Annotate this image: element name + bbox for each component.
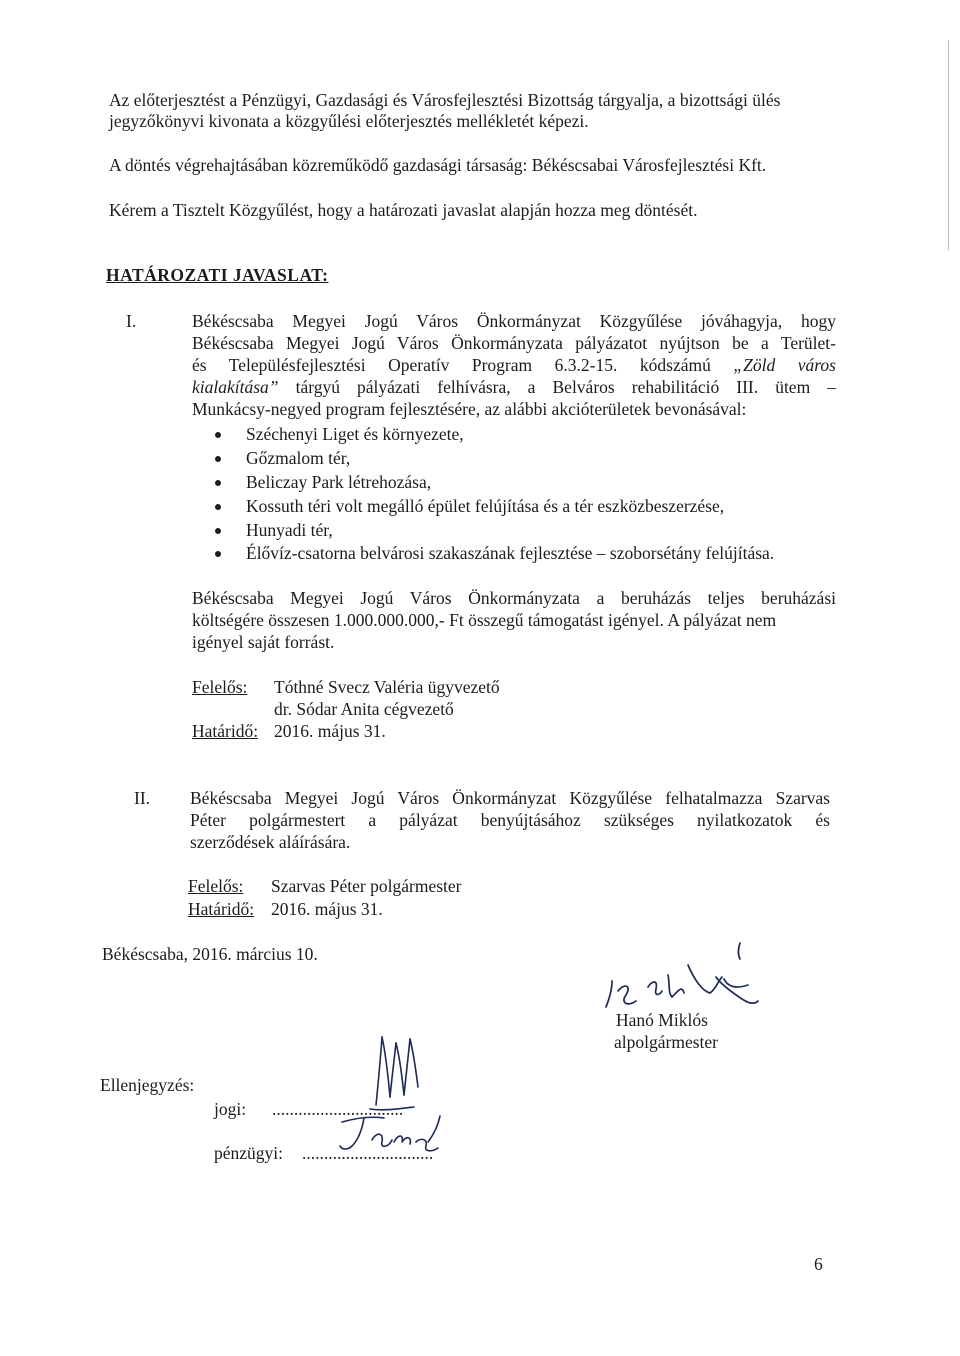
- resolution-1-line-4-italic: kialakítása”: [192, 377, 279, 397]
- signatory-name: Hanó Miklós: [616, 1010, 708, 1030]
- hatarido-label-2: Határidő:: [188, 899, 255, 919]
- resolution-1-line-1: Békéscsaba Megyei Jogú Város Önkormányzat Közgyűlése jóváhagyja, hogy: [192, 311, 836, 331]
- bullet-item: [215, 472, 431, 493]
- bullet-item: [215, 448, 350, 469]
- bullet-item: [215, 496, 724, 517]
- bullet-text: Élővíz-csatorna belvárosi szakaszának fejlesztése – szoborsétány felújítása.: [246, 543, 775, 563]
- bullet-text: Beliczay Park létrehozása,: [246, 472, 432, 492]
- resolution-1-line-3-text: és Településfejlesztési Operatív Program 6.3.2-15. kódszámú: [192, 355, 734, 375]
- bullet-icon: [215, 456, 221, 462]
- hatarido-date: 2016. május 31.: [274, 721, 386, 741]
- resolution-1-line-3: [192, 355, 836, 376]
- intro-paragraph-2: A döntés végrehajtásában közreműködő gazdasági társaság: Békéscsabai Városfejlesztési Kft.: [109, 155, 767, 175]
- bullet-icon: [215, 432, 221, 438]
- resolution-2-line-1: Békéscsaba Megyei Jogú Város Önkormányzat Közgyűlése felhatalmazza Szarvas: [190, 788, 830, 808]
- penzugyi-label: pénzügyi:: [214, 1143, 284, 1163]
- jogi-label: jogi:: [214, 1099, 247, 1119]
- page-number: 6: [814, 1254, 823, 1274]
- jogi-signature-line: ..............................: [272, 1099, 404, 1119]
- bullet-text: Széchenyi Liget és környezete,: [246, 424, 464, 444]
- resolution-1-line-4-text: tárgyú pályázati felhívásra, a Belváros rehabilitáció III. ütem –: [278, 377, 836, 397]
- bullet-icon: [215, 504, 221, 510]
- bullet-icon: [215, 551, 221, 557]
- intro-paragraph-1-line-2: jegyzőkönyvi kivonata a közgyűlési előterjesztés mellékletét képezi.: [109, 111, 589, 131]
- date-place: Békéscsaba, 2016. március 10.: [102, 944, 318, 964]
- resolution-1-paragraph-2-line-3: igényel saját forrást.: [192, 632, 335, 652]
- resolution-1-paragraph-2-line-1: Békéscsaba Megyei Jogú Város Önkormányzata a beruházás teljes beruházási: [192, 588, 836, 608]
- bullet-text: Gőzmalom tér,: [246, 448, 351, 468]
- hatarido-date-2: 2016. május 31.: [271, 899, 383, 919]
- resolution-1-line-2: Békéscsaba Megyei Jogú Város Önkormányzata pályázatot nyújtson be a Terület-: [192, 333, 836, 353]
- resolution-2-line-3: szerződések aláírására.: [190, 832, 351, 852]
- resolution-1-line-3-italic: „Zöld város: [733, 355, 836, 375]
- resolution-2-line-2: Péter polgármestert a pályázat benyújtásához szükséges nyilatkozatok és: [190, 810, 830, 830]
- bullet-icon: [215, 480, 221, 486]
- penzugyi-signature-line: ..............................: [302, 1143, 434, 1163]
- scan-edge-line: [948, 40, 949, 250]
- bullet-item: [215, 424, 464, 445]
- signatory-title: alpolgármester: [614, 1032, 718, 1052]
- felelos-label: Felelős:: [192, 677, 248, 697]
- section-heading: HATÁROZATI JAVASLAT:: [106, 265, 329, 285]
- bullet-text: Kossuth téri volt megálló épület felújítása és a tér eszközbeszerzése,: [246, 496, 725, 516]
- felelos-label-2: Felelős:: [188, 876, 244, 896]
- bullet-item: [215, 543, 774, 564]
- intro-paragraph-1-line-1: Az előterjesztést a Pénzügyi, Gazdasági és Városfejlesztési Bizottság tárgyalja, a bizottsági ülés: [109, 90, 781, 110]
- resolution-1-number: I.: [126, 311, 137, 331]
- resolution-1-paragraph-2-line-2: költségére összesen 1.000.000.000,- Ft összegű támogatást igényel. A pályázat nem: [192, 610, 777, 630]
- bullet-text: Hunyadi tér,: [246, 520, 333, 540]
- intro-paragraph-3: Kérem a Tisztelt Közgyűlést, hogy a határozati javaslat alapján hozza meg döntését.: [109, 200, 698, 220]
- resolution-1-line-4: [192, 377, 836, 398]
- hatarido-label: Határidő:: [192, 721, 259, 741]
- countersign-label: Ellenjegyzés:: [100, 1075, 195, 1095]
- bullet-icon: [215, 528, 221, 534]
- bullet-item: [215, 520, 333, 541]
- felelos-person-2: dr. Sódar Anita cégvezető: [274, 699, 454, 719]
- felelos-person-3: Szarvas Péter polgármester: [271, 876, 462, 896]
- felelos-person-1: Tóthné Svecz Valéria ügyvezető: [274, 677, 500, 697]
- resolution-2-number: II.: [134, 788, 151, 808]
- resolution-1-line-5: Munkácsy-negyed program fejlesztésére, az alábbi akcióterületek bevonásával:: [192, 399, 747, 419]
